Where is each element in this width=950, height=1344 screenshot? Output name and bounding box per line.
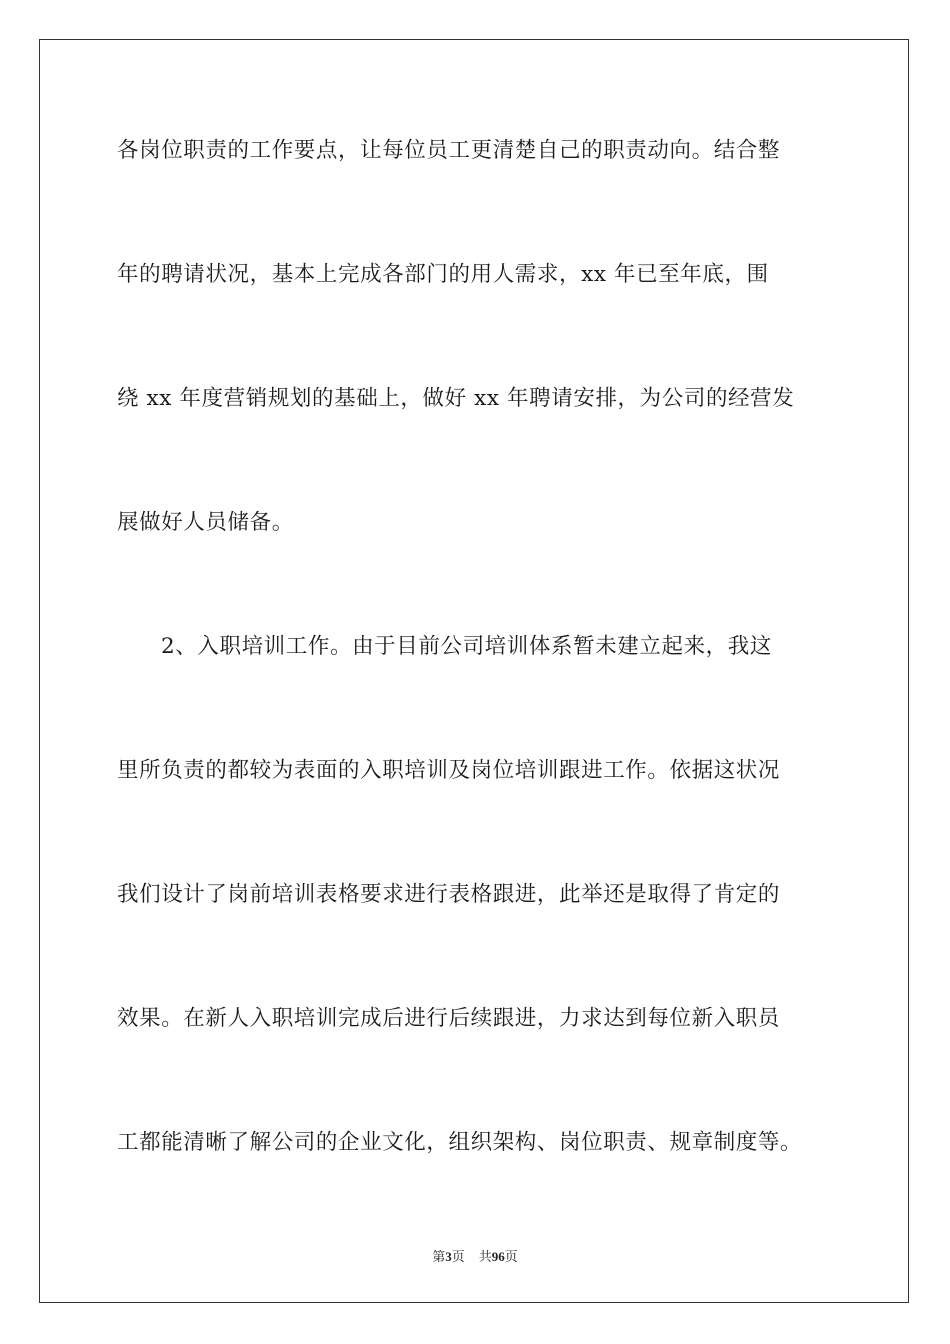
text-line: 我们设计了岗前培训表格要求进行表格跟进，此举还是取得了肯定的: [117, 882, 781, 907]
text-line: 展做好人员储备。: [117, 510, 294, 535]
text-line: 绕 xx 年度营销规划的基础上，做好 xx 年聘请安排，为公司的经营发: [117, 386, 795, 411]
page-footer: [0, 1248, 950, 1266]
page-suffix: 页: [451, 1249, 465, 1264]
text-line: 各岗位职责的工作要点，让每位员工更清楚自己的职责动向。结合整: [117, 138, 781, 163]
text-line: 效果。在新人入职培训完成后进行后续跟进，力求达到每位新入职员: [117, 1006, 781, 1031]
total-suffix: 页: [504, 1249, 518, 1264]
text-line: 工都能清晰了解公司的企业文化，组织架构、岗位职责、规章制度等。: [117, 1130, 803, 1155]
page-number: 3: [445, 1249, 452, 1264]
text-line: 里所负责的都较为表面的入职培训及岗位培训跟进工作。依据这状况: [117, 758, 781, 783]
text-line: 2、入职培训工作。由于目前公司培训体系暂未建立起来，我这: [161, 634, 772, 659]
page-border: [39, 39, 909, 1303]
text-line: 年的聘请状况，基本上完成各部门的用人需求，xx 年已至年底，围: [117, 262, 769, 287]
total-pages: 96: [491, 1249, 505, 1264]
page-prefix: 第: [432, 1249, 446, 1264]
total-prefix: 共: [478, 1249, 492, 1264]
